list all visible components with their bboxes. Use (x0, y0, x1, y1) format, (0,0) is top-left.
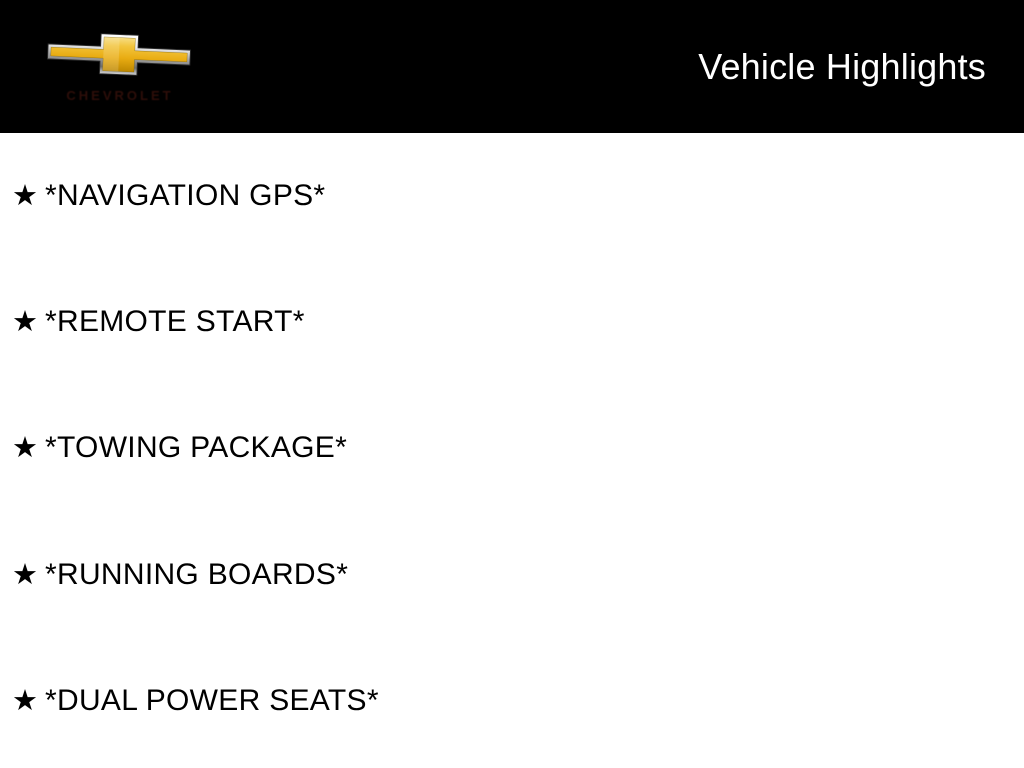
page-title: Vehicle Highlights (698, 45, 986, 87)
highlight-label: *TOWING PACKAGE* (45, 431, 348, 464)
highlight-item-running-boards (12, 555, 348, 595)
star-icon: ★ (12, 559, 38, 591)
chevrolet-brand-block (44, 28, 196, 103)
highlight-label: *RUNNING BOARDS* (45, 558, 349, 591)
highlight-label: *DUAL POWER SEATS* (45, 684, 379, 717)
highlight-label: *NAVIGATION GPS* (45, 179, 326, 212)
highlight-item-dual-power-seats (12, 681, 379, 721)
chevrolet-bowtie-icon (43, 25, 195, 84)
highlight-item-remote-start (12, 302, 305, 342)
highlight-item-towing-package (12, 428, 347, 468)
highlights-list (0, 133, 1024, 768)
highlight-label: *REMOTE START* (45, 305, 305, 338)
star-icon: ★ (12, 180, 38, 212)
header-bar (0, 0, 1024, 133)
star-icon: ★ (12, 432, 38, 464)
chevrolet-wordmark: CHEVROLET (66, 88, 174, 103)
star-icon: ★ (12, 685, 38, 717)
star-icon: ★ (12, 306, 38, 338)
highlight-item-navigation-gps (12, 176, 325, 216)
